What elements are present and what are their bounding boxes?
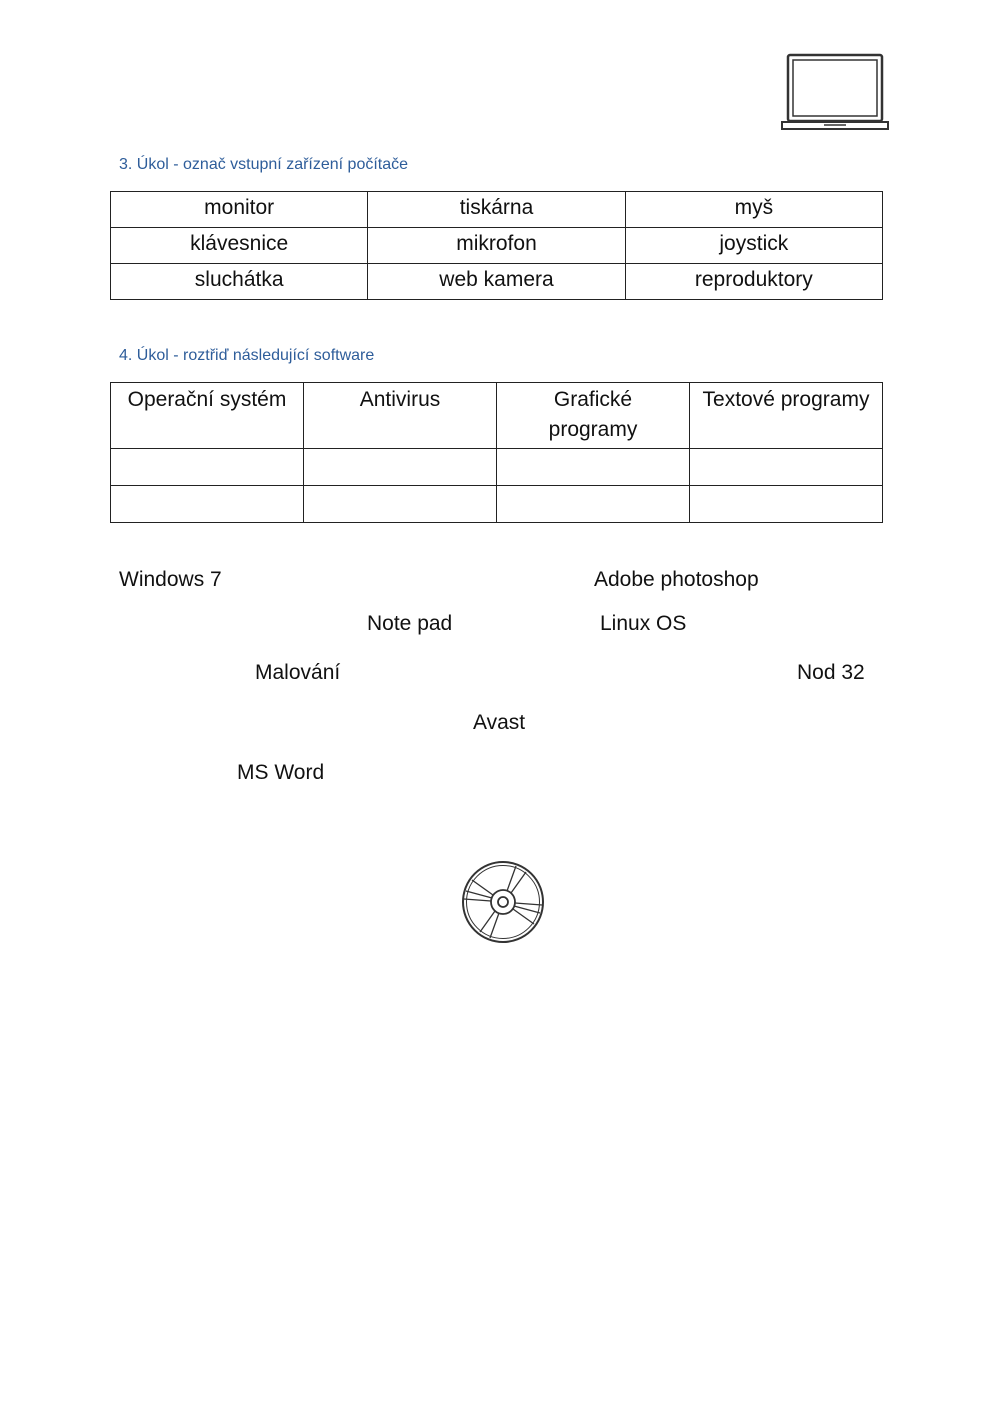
task4-heading: 4. Úkol - roztřiď následující software xyxy=(119,347,375,364)
word-ms-word[interactable]: MS Word xyxy=(237,761,325,784)
drop-cell[interactable] xyxy=(690,449,883,486)
device-cell[interactable]: reproduktory xyxy=(625,264,882,300)
laptop-icon xyxy=(780,52,892,134)
drop-cell[interactable] xyxy=(304,486,497,523)
drop-row xyxy=(111,449,883,486)
table-row xyxy=(111,192,883,228)
drop-cell[interactable] xyxy=(304,449,497,486)
drop-cell[interactable] xyxy=(111,486,304,523)
device-cell[interactable]: sluchátka xyxy=(111,264,368,300)
device-cell[interactable]: myš xyxy=(625,192,882,228)
word-malovani[interactable]: Malování xyxy=(255,661,341,684)
word-note-pad[interactable]: Note pad xyxy=(367,612,453,635)
word-windows7[interactable]: Windows 7 xyxy=(119,568,222,591)
column-header-antivirus: Antivirus xyxy=(304,383,497,449)
column-header-graphics: Grafické programy xyxy=(497,383,690,449)
drop-cell[interactable] xyxy=(111,449,304,486)
device-cell[interactable]: web kamera xyxy=(368,264,625,300)
word-nod32[interactable]: Nod 32 xyxy=(797,661,865,684)
device-cell[interactable]: mikrofon xyxy=(368,228,625,264)
device-cell[interactable]: klávesnice xyxy=(111,228,368,264)
cd-disc-icon xyxy=(460,858,546,946)
input-devices-table xyxy=(110,191,883,300)
drop-cell[interactable] xyxy=(497,486,690,523)
table-row xyxy=(111,264,883,300)
task3-heading: 3. Úkol - označ vstupní zařízení počítače xyxy=(119,156,409,173)
column-header-os: Operační systém xyxy=(111,383,304,449)
software-sort-table xyxy=(110,382,883,523)
table-header-row xyxy=(111,383,883,449)
drop-row xyxy=(111,486,883,523)
word-avast[interactable]: Avast xyxy=(473,711,526,734)
device-cell[interactable]: joystick xyxy=(625,228,882,264)
word-adobe-photoshop[interactable]: Adobe photoshop xyxy=(594,568,759,591)
drop-cell[interactable] xyxy=(497,449,690,486)
drop-cell[interactable] xyxy=(690,486,883,523)
table-row xyxy=(111,228,883,264)
column-header-text: Textové programy xyxy=(690,383,883,449)
word-linux-os[interactable]: Linux OS xyxy=(600,612,687,635)
device-cell[interactable]: monitor xyxy=(111,192,368,228)
device-cell[interactable]: tiskárna xyxy=(368,192,625,228)
